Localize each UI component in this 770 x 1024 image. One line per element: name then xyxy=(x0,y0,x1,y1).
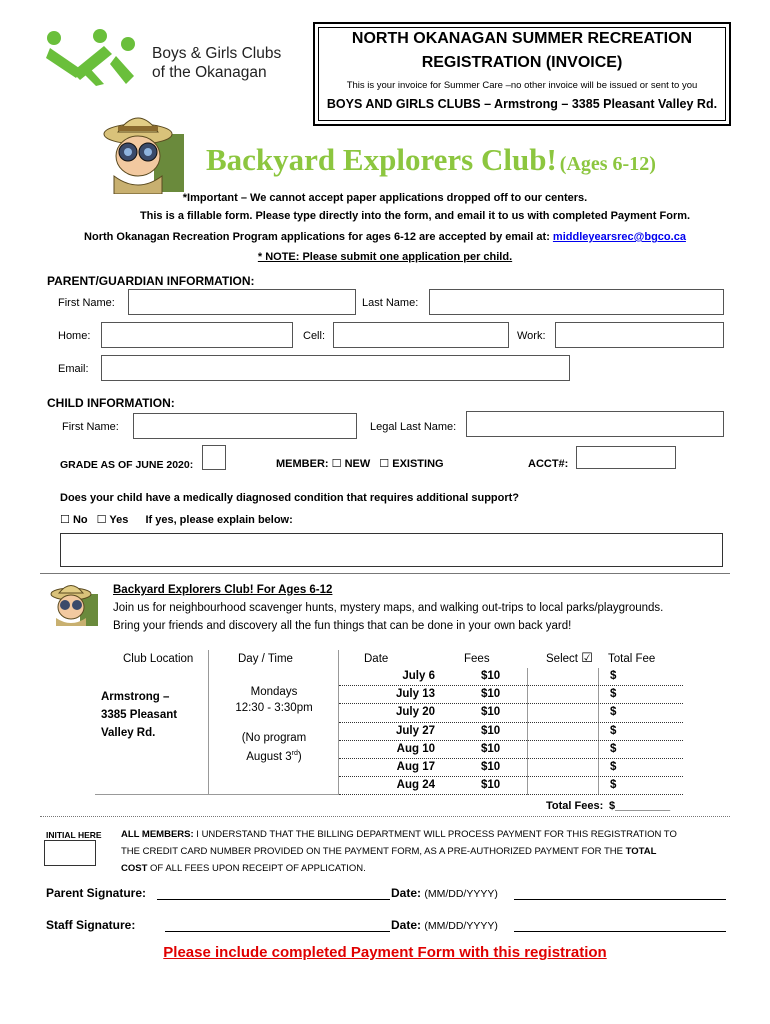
club-heading: Backyard Explorers Club! For Ages 6-12 xyxy=(113,584,333,596)
child-last-name-field[interactable] xyxy=(466,411,724,437)
authorization-text xyxy=(121,826,731,877)
child-first-name-label: First Name: xyxy=(62,421,119,433)
parent-email-label: Email: xyxy=(58,363,89,375)
staff-date-label: Date: (MM/DD/YYYY) xyxy=(391,918,498,932)
member-existing-checkbox[interactable]: ☐ xyxy=(379,457,390,470)
row-date: Aug 10 xyxy=(396,742,435,755)
th-date: Date xyxy=(364,653,389,665)
program-ages: (Ages 6-12) xyxy=(559,153,656,175)
club-location-line3: Valley Rd. xyxy=(101,727,156,739)
row-fee: $10 xyxy=(481,761,501,773)
medical-answers xyxy=(60,513,293,526)
member-new-checkbox[interactable]: ☐ xyxy=(331,457,342,470)
child-first-name-field[interactable] xyxy=(133,413,357,439)
authorization-line3: COST OF ALL FEES UPON RECEIPT OF APPLICATION. xyxy=(121,863,366,874)
grade-field[interactable] xyxy=(202,445,226,470)
row-fee: $10 xyxy=(481,688,501,701)
club-daytime xyxy=(209,684,339,765)
club-location-line1: Armstrong – xyxy=(101,691,170,703)
total-fees-label: Total Fees: xyxy=(546,800,604,812)
explorer-illustration xyxy=(96,104,184,194)
parent-first-name-field[interactable] xyxy=(128,289,356,315)
th-fees: Fees xyxy=(464,653,490,665)
parent-date-line[interactable] xyxy=(514,899,726,900)
child-heading: CHILD INFORMATION: xyxy=(47,396,175,410)
member-status xyxy=(276,457,444,470)
row-date: Aug 24 xyxy=(396,779,435,792)
staff-signature-label: Staff Signature: xyxy=(46,918,136,932)
acct-label: ACCT#: xyxy=(528,458,569,470)
club-description-2: Bring your friends and discovery all the fun things that can be done in your own back yard! xyxy=(113,620,572,632)
parent-signature-line[interactable] xyxy=(157,899,390,900)
row-select-cell[interactable] xyxy=(528,723,598,741)
contact-email-link[interactable]: middleyearsrec@bgco.ca xyxy=(552,231,686,243)
header-title-line1: NORTH OKANAGAN SUMMER RECREATION xyxy=(351,30,693,47)
grade-label: GRADE AS OF JUNE 2020: xyxy=(60,459,194,471)
club-description-1: Join us for neighbourhood scavenger hunts, mystery maps, and walking out-trips to local parks/playgrounds. xyxy=(113,602,664,614)
th-select xyxy=(546,651,593,666)
row-select-cell[interactable] xyxy=(528,759,598,777)
parent-last-name-field[interactable] xyxy=(429,289,724,315)
row-date: July 20 xyxy=(396,706,435,719)
notice-line3-text: North Okanagan Recreation Program applications for ages 6-12 are accepted by email at: xyxy=(84,231,553,243)
initial-here-label: INITIAL HERE xyxy=(46,830,102,840)
staff-signature-line[interactable] xyxy=(165,931,390,932)
footer-notice xyxy=(0,944,770,961)
work-phone-field[interactable] xyxy=(555,322,724,348)
th-select-label: Select xyxy=(546,653,578,665)
row-fee: $10 xyxy=(481,706,501,719)
row-select-cell[interactable] xyxy=(528,668,598,686)
medical-yes-label: Yes xyxy=(109,514,129,526)
cell-phone-label: Cell: xyxy=(303,330,326,342)
medical-explain-label: If yes, please explain below: xyxy=(145,514,293,526)
notice-line2: This is a fillable form. Please type directly into the form, and email it to us with completed Payment Form. xyxy=(139,210,691,222)
row-total[interactable]: $ xyxy=(610,761,617,773)
invoice-note: This is your invoice for Summer Care –no other invoice will be issued or sent to you xyxy=(346,80,698,91)
home-phone-label: Home: xyxy=(58,330,91,342)
row-total[interactable]: $ xyxy=(610,779,617,792)
member-new-label: NEW xyxy=(344,458,371,470)
row-fee: $10 xyxy=(481,670,501,682)
row-select-cell[interactable] xyxy=(528,741,598,759)
explorer-small-icon xyxy=(46,580,98,626)
row-fee: $10 xyxy=(481,742,501,755)
th-location: Club Location xyxy=(123,653,194,665)
no-program-line1: (No program xyxy=(241,732,307,744)
club-location-line2: 3385 Pleasant xyxy=(101,709,178,721)
row-select-cell[interactable] xyxy=(528,777,598,795)
notice-line4-text: * NOTE: Please submit one application per child. xyxy=(257,251,513,263)
work-phone-label: Work: xyxy=(517,330,546,342)
parent-signature-label: Parent Signature: xyxy=(46,886,147,900)
notice-line3 xyxy=(0,231,770,243)
header-location: BOYS AND GIRLS CLUBS – Armstrong – 3385 Pleasant Valley Rd. xyxy=(326,97,718,111)
notice-line4 xyxy=(0,251,770,263)
select-check-icon: ☑ xyxy=(581,651,593,666)
parent-first-name-label: First Name: xyxy=(58,297,115,309)
row-total[interactable]: $ xyxy=(610,688,617,701)
header-title-line2: REGISTRATION (INVOICE) xyxy=(421,54,623,71)
schedule-table xyxy=(95,650,683,812)
footer-notice-text: Please include completed Payment Form with this registration xyxy=(163,944,607,961)
org-logo xyxy=(42,26,138,88)
parent-heading: PARENT/GUARDIAN INFORMATION: xyxy=(47,274,255,288)
staff-date-line[interactable] xyxy=(514,931,726,932)
club-time: 12:30 - 3:30pm xyxy=(235,702,313,714)
initial-here-field[interactable] xyxy=(44,840,96,866)
club-day: Mondays xyxy=(250,686,298,698)
row-total[interactable]: $ xyxy=(610,742,617,755)
logo-mark-icon xyxy=(42,26,138,88)
club-location xyxy=(101,688,177,742)
member-label: MEMBER: xyxy=(276,458,329,470)
authorization-line1: ALL MEMBERS: I UNDERSTAND THAT THE BILLING DEPARTMENT WILL PROCESS PAYMENT FOR THIS REGISTRATION TO xyxy=(121,829,677,840)
explorer-binoculars-icon xyxy=(96,104,184,194)
row-date: July 6 xyxy=(402,670,435,682)
program-title xyxy=(206,142,656,178)
th-total: Total Fee xyxy=(608,653,656,665)
row-total[interactable]: $ xyxy=(610,670,617,682)
club-illustration xyxy=(46,580,98,626)
member-existing-label: EXISTING xyxy=(392,458,444,470)
row-date: July 27 xyxy=(396,724,435,737)
row-date: July 13 xyxy=(396,688,435,701)
row-select-cell[interactable] xyxy=(528,686,598,704)
header-box xyxy=(313,22,731,126)
org-name-line2: of the Okanagan xyxy=(152,64,267,81)
row-total[interactable]: $ xyxy=(610,706,617,719)
medical-explanation-field[interactable] xyxy=(60,533,723,567)
parent-last-name-label: Last Name: xyxy=(362,297,419,309)
row-fee: $10 xyxy=(481,724,501,737)
org-name-line1: Boys & Girls Clubs xyxy=(152,45,282,62)
row-date: Aug 17 xyxy=(396,761,435,773)
medical-no-label: No xyxy=(72,514,88,526)
acct-field[interactable] xyxy=(576,446,676,469)
authorization-line2: THE CREDIT CARD NUMBER PROVIDED ON THE PAYMENT FORM, AS A PRE-AUTHORIZED PAYMENT FOR THE TOTAL xyxy=(121,846,657,857)
medical-yes-checkbox[interactable]: ☐ xyxy=(96,513,107,526)
no-program-line2: August 3rd) xyxy=(246,750,302,763)
parent-date-label: Date: (MM/DD/YYYY) xyxy=(391,886,498,900)
program-title-text: Backyard Explorers Club! xyxy=(206,142,557,177)
notice-line1: *Important – We cannot accept paper applications dropped off to our centers. xyxy=(182,192,588,204)
th-daytime: Day / Time xyxy=(238,653,293,665)
home-phone-field[interactable] xyxy=(101,322,293,348)
section-divider-2 xyxy=(40,816,730,817)
child-last-name-label: Legal Last Name: xyxy=(370,421,457,433)
total-fees-value[interactable]: $_________ xyxy=(609,800,671,812)
cell-phone-field[interactable] xyxy=(333,322,509,348)
row-select-cell[interactable] xyxy=(528,704,598,722)
row-total[interactable]: $ xyxy=(610,724,617,737)
medical-no-checkbox[interactable]: ☐ xyxy=(60,513,70,526)
parent-email-field[interactable] xyxy=(101,355,570,381)
row-fee: $10 xyxy=(481,779,501,792)
medical-question: Does your child have a medically diagnosed condition that requires additional support? xyxy=(60,492,520,504)
org-name xyxy=(152,44,281,82)
section-divider xyxy=(40,573,730,574)
